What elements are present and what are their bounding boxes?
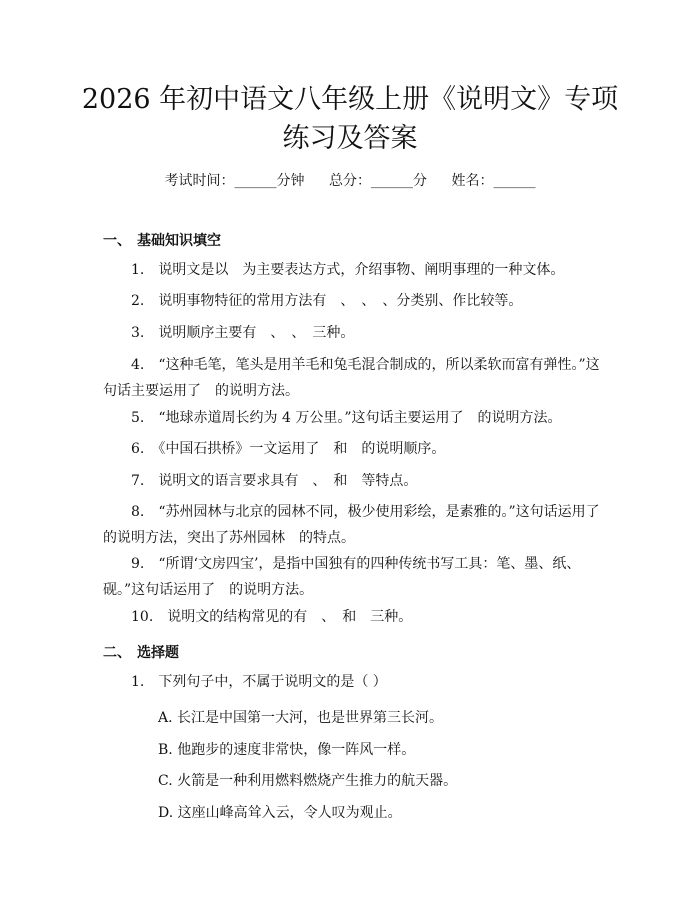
choice-option-c: C. 火箭是一种利用燃料燃烧产生推力的航天器。 xyxy=(158,773,458,789)
question-number: 4. xyxy=(131,357,145,373)
question-text: 下列句子中，不属于说明文的是（ ） xyxy=(158,674,387,690)
exam-score: 总分：______分 xyxy=(329,173,427,189)
exam-info xyxy=(0,170,700,190)
question-fill-8 xyxy=(103,499,614,551)
question-fill-2 xyxy=(103,288,600,314)
question-number: 10. xyxy=(131,609,154,625)
question-number: 3. xyxy=(131,325,145,341)
question-text: 说明文的结构常见的有 、 和 三种。 xyxy=(167,609,413,625)
question-number: 5. xyxy=(131,410,145,426)
question-number: 1. xyxy=(131,262,145,278)
section-heading-2 xyxy=(103,642,179,662)
question-text: “这种毛笔，笔头是用羊毛和兔毛混合制成的，所以柔软而富有弹性。”这句话主要运用了 的说明方法。 xyxy=(103,357,600,399)
exam-time: 考试时间：______分钟 xyxy=(164,173,305,189)
section-title: 选择题 xyxy=(137,645,179,661)
section-heading-1 xyxy=(103,230,221,250)
question-text: “地球赤道周长约为 4 万公里。”这句话主要运用了 的说明方法。 xyxy=(158,410,562,426)
question-choice-1 xyxy=(103,669,600,695)
question-fill-4 xyxy=(103,352,600,404)
question-fill-5 xyxy=(103,405,600,431)
choice-option-a: A. 长江是中国第一大河，也是世界第三长河。 xyxy=(158,710,444,726)
question-fill-9 xyxy=(103,551,600,603)
question-text: 说明文是以 为主要表达方式，介绍事物、阐明事理的一种文体。 xyxy=(158,262,565,278)
question-text: 说明顺序主要有 、 、 三种。 xyxy=(158,325,355,341)
question-number: 9. xyxy=(131,556,145,572)
choice-option-b: B. 他跑步的速度非常快，像一阵风一样。 xyxy=(158,742,416,758)
question-fill-10 xyxy=(103,604,600,630)
question-text: 《中国石拱桥》一文运用了 和 的说明顺序。 xyxy=(158,441,446,457)
question-fill-6 xyxy=(103,436,600,462)
question-fill-3 xyxy=(103,320,600,346)
doc-title-line2: 练习及答案 xyxy=(282,123,418,154)
question-number: 8. xyxy=(131,504,145,520)
exam-name: 姓名：______ xyxy=(451,173,536,189)
question-text: “所谓‘文房四宝’，是指中国独有的四种传统书写工具：笔、墨、纸、砚。”这句话运用了 的说明方法。 xyxy=(103,556,581,598)
doc-title-line1: 2026 年初中语文八年级上册《说明文》专项 xyxy=(81,84,619,115)
question-fill-1 xyxy=(103,257,600,283)
section-number: 二、 xyxy=(103,645,131,661)
section-number: 一、 xyxy=(103,233,131,249)
question-number: 6. xyxy=(131,441,145,457)
question-fill-7 xyxy=(103,468,600,494)
question-number: 2. xyxy=(131,293,145,309)
choice-option-d: D. 这座山峰高耸入云，令人叹为观止。 xyxy=(158,805,402,821)
question-number: 1. xyxy=(131,674,145,690)
section-title: 基础知识填空 xyxy=(137,233,221,249)
question-text: 说明文的语言要求具有 、 和 等特点。 xyxy=(158,473,418,489)
question-number: 7. xyxy=(131,473,145,489)
question-text: “苏州园林与北京的园林不同，极少使用彩绘，是素雅的。”这句话运用了 的说明方法，突出了苏州园林 的特点。 xyxy=(103,504,614,546)
question-text: 说明事物特征的常用方法有 、 、 、分类别、作比较等。 xyxy=(158,293,523,309)
